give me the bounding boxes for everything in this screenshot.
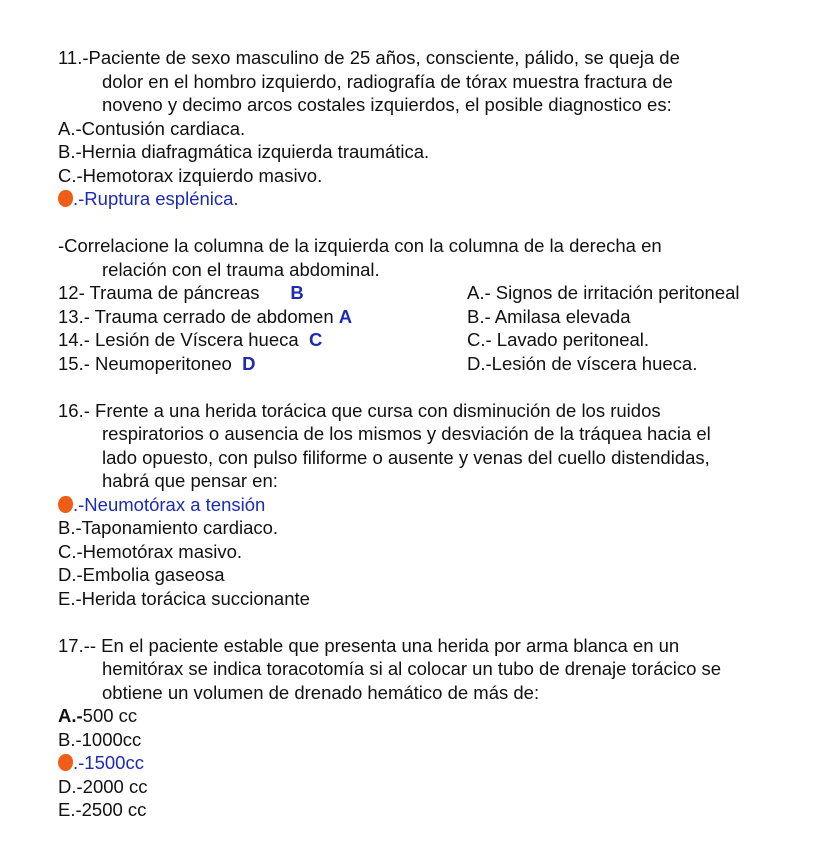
highlight-marker-icon xyxy=(58,190,73,207)
correlate-left-item: 14.- Lesión de Víscera hueca xyxy=(58,329,299,350)
q11-option-a: A.-Contusión cardiaca. xyxy=(58,117,246,139)
q16-stem-line: lado opuesto, con pulso filiforme o ausente y venas del cuello distendidas, xyxy=(102,446,710,468)
correlate-answer-key: D xyxy=(242,352,256,374)
q11-option-b: B.-Hernia diafragmática izquierda traumática. xyxy=(58,141,430,162)
q16-stem-line: habrá que pensar en: xyxy=(102,470,278,491)
q11-answer-option xyxy=(58,187,798,211)
correlate-right-item: D.-Lesión de víscera hueca. xyxy=(467,352,698,374)
highlight-marker-icon xyxy=(58,496,73,513)
correlate-answer-key: A xyxy=(338,305,353,327)
exam-document xyxy=(58,46,798,822)
q16-answer-text: .-Neumotórax a tensión xyxy=(73,493,266,515)
q17-option-a xyxy=(58,704,798,728)
q17-option-d: D.-2000 cc xyxy=(58,775,148,797)
q17-stem xyxy=(58,634,798,705)
q11-stem-line: 11.-Paciente de sexo masculino de 25 años, consciente, pálido, se queja de xyxy=(58,47,680,68)
correlate-left-item: 15.- Neumoperitoneo xyxy=(58,352,232,374)
q17-option-e: E.-2500 cc xyxy=(58,799,147,820)
q17-answer-option xyxy=(58,751,798,775)
q11-stem xyxy=(58,46,798,117)
q17-option-b: B.-1000cc xyxy=(58,728,142,750)
q11-stem-line: noveno y decimo arcos costales izquierdos, el posible diagnostico es: xyxy=(102,94,672,115)
highlight-marker-icon xyxy=(58,754,73,771)
correlate-row xyxy=(58,352,798,376)
correlate-answer-key: B xyxy=(290,282,304,303)
q17-answer-text: .-1500cc xyxy=(73,752,144,773)
correlate-stem xyxy=(58,234,798,281)
correlate-row xyxy=(58,305,798,329)
correlate-row xyxy=(58,328,798,352)
q11-option-c: C.-Hemotorax izquierdo masivo. xyxy=(58,164,323,186)
q17-stem-line: 17.-- En el paciente estable que presenta una herida por arma blanca en un xyxy=(58,634,680,656)
q11-stem-line: dolor en el hombro izquierdo, radiografía de tórax muestra fractura de xyxy=(102,70,673,92)
q16-option-e: E.-Herida torácica succionante xyxy=(58,587,310,609)
correlate-left-item: 12- Trauma de páncreas xyxy=(58,282,260,303)
q17-stem-line: hemitórax se indica toracotomía si al colocar un tubo de drenaje torácico se xyxy=(102,658,722,679)
q16-stem-line: 16.- Frente a una herida torácica que cursa con disminución de los ruidos xyxy=(58,399,661,421)
q17-option-a-prefix: A.- xyxy=(58,705,83,726)
q16-option-c: C.-Hemotórax masivo. xyxy=(58,540,243,562)
q17-stem-line: obtiene un volumen de drenado hemático de más de: xyxy=(102,681,540,703)
q16-stem-line: respiratorios o ausencia de los mismos y desviación de la tráquea hacia el xyxy=(102,423,711,444)
correlate-left-item: 13.- Trauma cerrado de abdomen xyxy=(58,305,334,327)
correlate-stem-line: -Correlacione la columna de la izquierda con la columna de la derecha en xyxy=(58,235,662,256)
correlate-right-item: A.- Signos de irritación peritoneal xyxy=(467,282,740,303)
q11-answer-text: .-Ruptura esplénica. xyxy=(73,188,239,209)
q17-option-a-value: 500 cc xyxy=(82,705,138,726)
q16-option-d: D.-Embolia gaseosa xyxy=(58,564,225,585)
q16-option-b: B.-Taponamiento cardiaco. xyxy=(58,517,279,538)
correlate-stem-line: relación con el trauma abdominal. xyxy=(102,258,380,280)
correlate-right-item: C.- Lavado peritoneal. xyxy=(467,329,650,350)
correlate-answer-key: C xyxy=(308,329,323,350)
q16-answer-option xyxy=(58,493,798,517)
correlate-right-item: B.- Amilasa elevada xyxy=(467,305,631,327)
q16-stem xyxy=(58,399,798,493)
correlate-row xyxy=(58,281,798,305)
